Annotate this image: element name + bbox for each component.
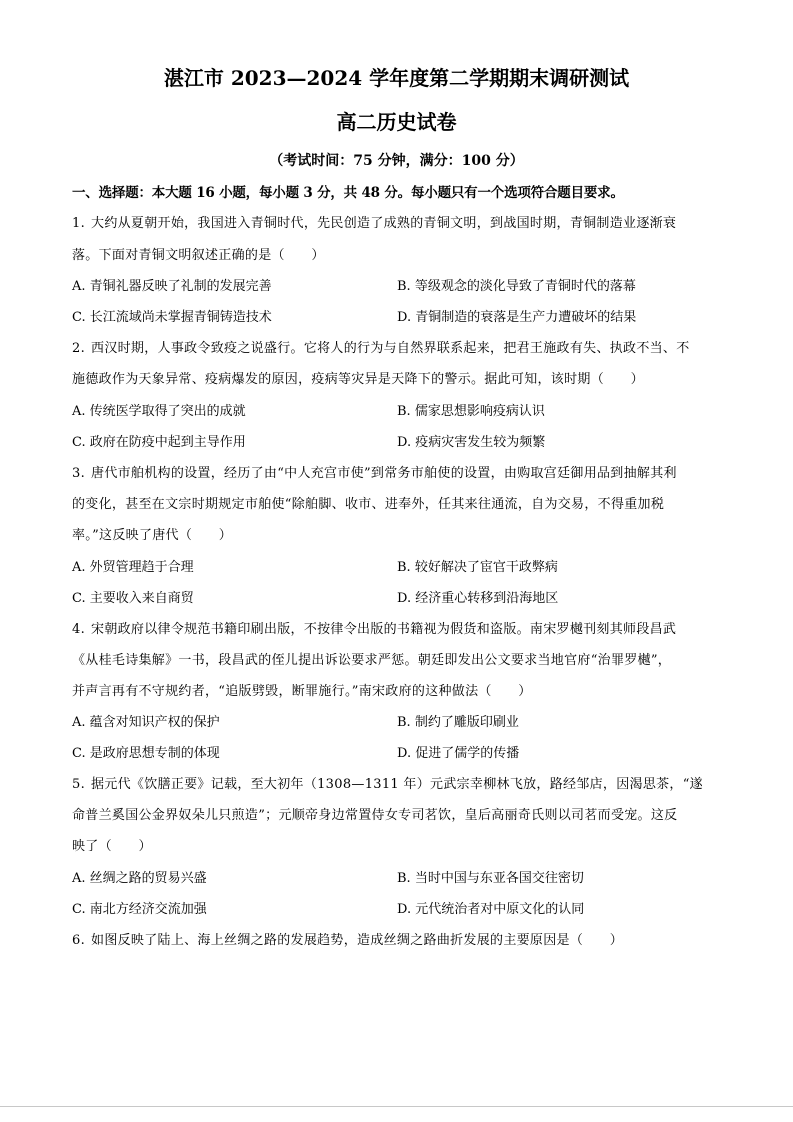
question-line: 落。下面对青铜文明叙述正确的是（ ） <box>72 248 325 263</box>
question-line: 并声言再有不守规约者，“追版劈毁，断罪施行。”南宋政府的这种做法（ ） <box>72 684 532 699</box>
option-c[interactable]: C. 南北方经济交流加强 <box>72 902 207 917</box>
question-line <box>72 337 690 356</box>
question-number: 1. <box>72 216 86 231</box>
question-text: 西汉时期，人事政令致疫之说盛行。它将人的行为与自然界联系起来，把君王施政有失、执政不当、不 <box>91 341 690 356</box>
option-c[interactable]: C. 政府在防疫中起到主导作用 <box>72 435 246 450</box>
option-a[interactable]: A. 青铜礼器反映了礼制的发展完善 <box>72 279 272 294</box>
option-d[interactable]: D. 经济重心转移到沿海地区 <box>397 591 559 606</box>
option-d[interactable]: D. 青铜制造的衰落是生产力遭破坏的结果 <box>397 310 637 325</box>
question-line <box>72 618 676 637</box>
question-text: 唐代市舶机构的设置，经历了由“中人充宫市使”到常务市舶使的设置，由购取宫廷御用品到抽解其利 <box>91 466 677 481</box>
option-b[interactable]: B. 当时中国与东亚各国交往密切 <box>397 871 584 886</box>
question-text: 如图反映了陆上、海上丝绸之路的发展趋势，造成丝绸之路曲折发展的主要原因是（ ） <box>91 933 624 948</box>
option-c[interactable]: C. 是政府思想专制的体现 <box>72 746 220 761</box>
question-line: 的变化，甚至在文宗时期规定市舶使“除舶脚、收市、进奉外，任其来往通流，自为交易，不得重加税 <box>72 497 665 512</box>
option-a[interactable]: A. 外贸管理趋于合理 <box>72 560 194 575</box>
question-line <box>72 773 703 792</box>
question-text: 宋朝政府以律令规范书籍印刷出版，不按律令出版的书籍视为假货和盗版。南宋罗樾刊刻其师段昌武 <box>91 622 677 637</box>
section-heading: 一、选择题：本大题 16 小题，每小题 3 分，共 48 分。每小题只有一个选项符合题目要求。 <box>72 185 624 201</box>
question-text: 据元代《饮膳正要》记载，至大初年（1308—1311 年）元武宗幸柳林飞放，路经邹店，因渴思茶，“遂 <box>91 777 703 792</box>
option-c[interactable]: C. 长江流域尚未掌握青铜铸造技术 <box>72 310 272 325</box>
option-d[interactable]: D. 疫病灾害发生较为频繁 <box>397 435 546 450</box>
question-number: 5. <box>72 777 86 792</box>
question-line: 命普兰奚国公金界奴朵儿只煎造”；元顺帝身边常置侍女专司茗饮，皇后高丽奇氏则以司茗而受宠。这反 <box>72 808 678 823</box>
question-number: 6. <box>72 933 86 948</box>
question-line <box>72 929 623 948</box>
option-a[interactable]: A. 丝绸之路的贸易兴盛 <box>72 871 207 886</box>
question-number: 2. <box>72 341 86 356</box>
question-text: 大约从夏朝开始，我国进入青铜时代，先民创造了成熟的青铜文明，到战国时期，青铜制造业逐渐衰 <box>91 216 677 231</box>
exam-info: （考试时间：75 分钟，满分：100 分） <box>269 153 524 169</box>
question-number: 3. <box>72 466 86 481</box>
exam-title: 湛江市 2023—2024 学年度第二学期期末调研测试 <box>163 66 630 90</box>
question-line: 率。”这反映了唐代（ ） <box>72 528 233 543</box>
page-bottom-divider <box>0 1106 793 1107</box>
exam-subtitle: 高二历史试卷 <box>336 110 457 134</box>
question-line: 《从桂毛诗集解》一书，段昌武的侄儿提出诉讼要求严惩。朝廷即发出公文要求当地官府“治罪罗樾”， <box>72 653 672 668</box>
option-d[interactable]: D. 元代统治者对中原文化的认同 <box>397 902 585 917</box>
question-line <box>72 212 676 231</box>
option-b[interactable]: B. 儒家思想影响疫病认识 <box>397 404 545 419</box>
question-line: 映了（ ） <box>72 839 152 854</box>
option-b[interactable]: B. 较好解决了宦官干政弊病 <box>397 560 558 575</box>
option-a[interactable]: A. 传统医学取得了突出的成就 <box>72 404 246 419</box>
option-c[interactable]: C. 主要收入来自商贸 <box>72 591 194 606</box>
question-number: 4. <box>72 622 86 637</box>
option-b[interactable]: B. 等级观念的淡化导致了青铜时代的落幕 <box>397 279 636 294</box>
option-d[interactable]: D. 促进了儒学的传播 <box>397 746 520 761</box>
option-a[interactable]: A. 蕴含对知识产权的保护 <box>72 715 220 730</box>
question-line: 施德政作为天象异常、疫病爆发的原因，疫病等灾异是天降下的警示。据此可知，该时期（ ） <box>72 372 644 387</box>
question-line <box>72 462 677 481</box>
option-b[interactable]: B. 制约了雕版印刷业 <box>397 715 519 730</box>
